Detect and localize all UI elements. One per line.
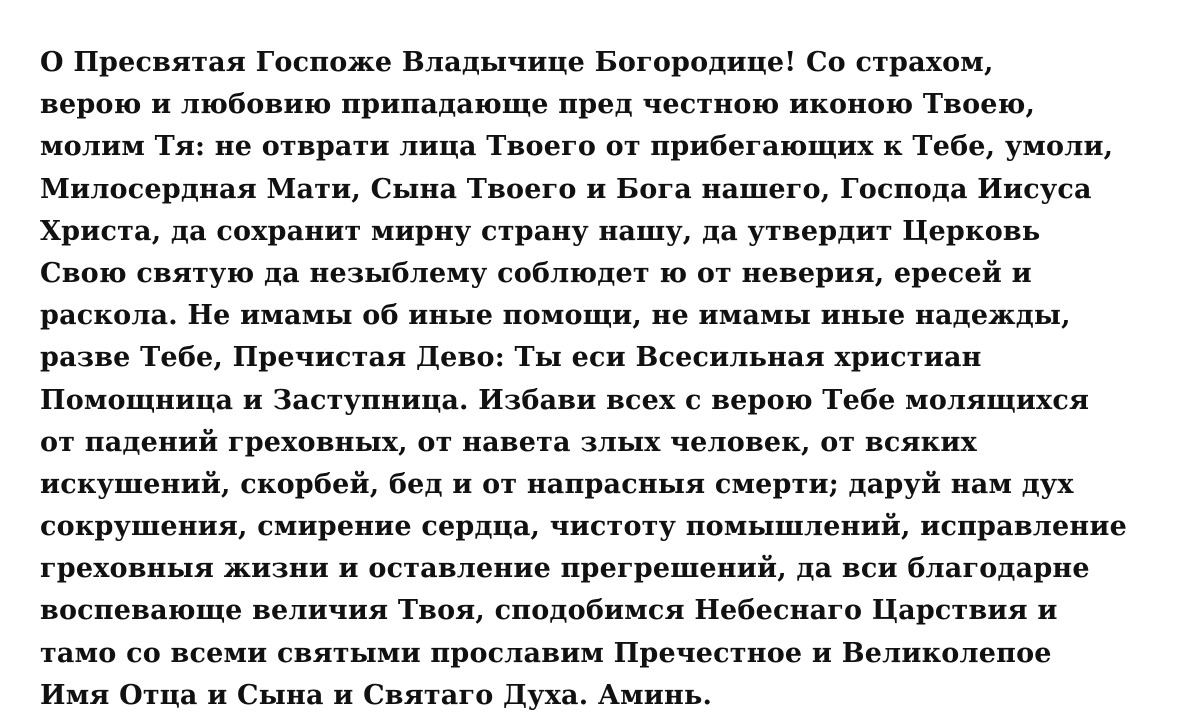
prayer-line: Помощница и Заступница. Избави всех с верою Тебе молящихся [40, 384, 1090, 416]
prayer-text [40, 42, 1170, 717]
prayer-line: Милосердная Мати, Сына Твоего и Бога нашего, Господа Иисуса [40, 173, 1092, 205]
prayer-line: сокрушения, смирение сердца, чистоту помышлений, исправление [40, 511, 1127, 543]
prayer-line: Христа, да сохранит мирну страну нашу, да утвердит Церковь [40, 215, 1041, 247]
prayer-line: тамо со всеми святыми прославим Пречестное и Великолепое [40, 637, 1052, 669]
prayer-line: искушений, скорбей, бед и от напрасныя смерти; даруй нам дух [40, 468, 1074, 500]
prayer-line: Свою святую да незыблему соблюдет ю от неверия, ересей и [40, 257, 1032, 289]
prayer-line: Имя Отца и Сына и Святаго Духа. Аминь. [40, 679, 713, 711]
prayer-line: О Пресвятая Госпоже Владычице Богородице! Со страхом, [40, 47, 994, 78]
prayer-line: раскола. Не имамы об иные помощи, не имамы иные надежды, [40, 300, 1071, 332]
prayer-line: от падений греховных, от навета злых человек, от всяких [40, 426, 977, 458]
prayer-line: воспевающе величия Твоя, сподобимся Небеснаго Царствия и [40, 595, 1058, 627]
prayer-line: верою и любовию припадающе пред честною иконою Твоею, [40, 89, 1036, 121]
prayer-line: молим Тя: не отврати лица Твоего от прибегающих к Тебе, умоли, [40, 131, 1114, 163]
prayer-line: разве Тебе, Пречистая Дево: Ты еси Всесильная христиан [40, 342, 982, 374]
prayer-line: греховныя жизни и оставление прегрешений, да вси благодарне [40, 553, 1090, 585]
